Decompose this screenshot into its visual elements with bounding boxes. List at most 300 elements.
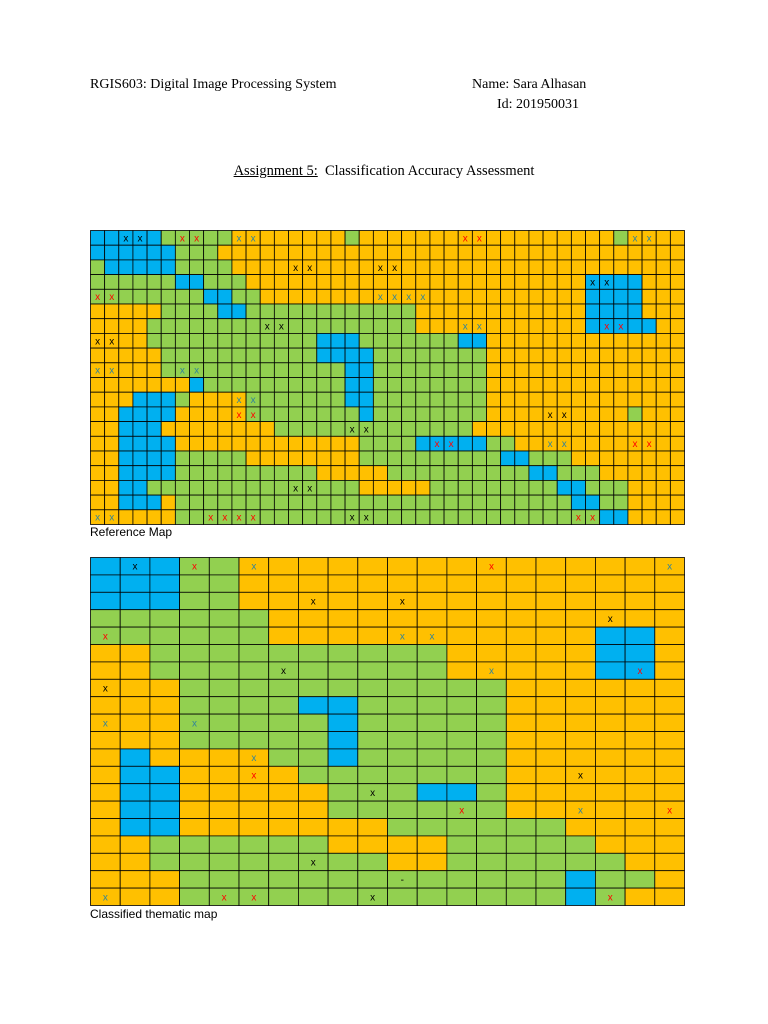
grid-cell bbox=[628, 289, 642, 304]
grid-cell bbox=[444, 451, 458, 466]
grid-cell bbox=[105, 392, 119, 407]
sample-point-mark: x bbox=[363, 512, 369, 524]
grid-cell bbox=[416, 392, 430, 407]
grid-cell bbox=[656, 333, 670, 348]
grid-cell bbox=[358, 645, 388, 662]
grid-cell bbox=[161, 304, 175, 319]
grid-cell bbox=[120, 592, 150, 609]
grid-cell bbox=[595, 836, 625, 853]
grid-cell bbox=[458, 363, 472, 378]
grid-cell bbox=[345, 260, 359, 275]
grid-cell bbox=[501, 333, 515, 348]
grid-cell bbox=[328, 836, 358, 853]
grid-cell bbox=[358, 749, 388, 766]
grid-cell bbox=[642, 422, 656, 437]
grid-cell bbox=[317, 451, 331, 466]
grid-cell bbox=[388, 749, 418, 766]
grid-cell bbox=[105, 348, 119, 363]
grid-cell bbox=[331, 451, 345, 466]
sample-point-mark: x bbox=[637, 666, 643, 678]
grid-cell bbox=[417, 714, 447, 731]
grid-cell bbox=[161, 289, 175, 304]
grid-cell bbox=[614, 304, 628, 319]
grid-cell bbox=[150, 836, 180, 853]
grid-cell bbox=[447, 836, 477, 853]
grid-cell bbox=[416, 333, 430, 348]
grid-cell bbox=[628, 275, 642, 290]
grid-cell bbox=[655, 819, 685, 836]
grid-cell bbox=[161, 348, 175, 363]
grid-cell bbox=[119, 510, 133, 525]
grid-cell bbox=[289, 407, 303, 422]
grid-cell bbox=[614, 466, 628, 481]
grid-cell bbox=[317, 392, 331, 407]
grid-cell bbox=[444, 260, 458, 275]
grid-cell bbox=[239, 575, 269, 592]
grid-cell bbox=[260, 289, 274, 304]
grid-cell bbox=[91, 407, 105, 422]
grid-cell bbox=[91, 819, 121, 836]
grid-cell bbox=[625, 784, 655, 801]
grid-cell bbox=[232, 422, 246, 437]
grid-cell bbox=[472, 451, 486, 466]
grid-cell bbox=[566, 714, 596, 731]
grid-cell bbox=[303, 436, 317, 451]
grid-cell bbox=[447, 749, 477, 766]
grid-cell bbox=[359, 363, 373, 378]
grid-cell bbox=[150, 732, 180, 749]
grid-cell bbox=[120, 662, 150, 679]
grid-cell bbox=[536, 801, 566, 818]
grid-cell bbox=[218, 260, 232, 275]
grid-cell bbox=[274, 466, 288, 481]
grid-cell bbox=[529, 348, 543, 363]
grid-cell bbox=[487, 275, 501, 290]
grid-cell bbox=[147, 378, 161, 393]
grid-cell bbox=[204, 275, 218, 290]
grid-cell bbox=[246, 495, 260, 510]
grid-cell bbox=[600, 378, 614, 393]
grid-cell bbox=[506, 836, 536, 853]
grid-cell bbox=[571, 392, 585, 407]
grid-cell bbox=[472, 289, 486, 304]
grid-cell bbox=[417, 679, 447, 696]
sample-point-mark: x bbox=[459, 805, 465, 817]
grid-cell bbox=[150, 592, 180, 609]
grid-cell bbox=[430, 275, 444, 290]
sample-point-mark: x bbox=[278, 321, 284, 333]
grid-cell bbox=[416, 436, 430, 451]
grid-cell bbox=[417, 801, 447, 818]
grid-cell bbox=[180, 575, 210, 592]
grid-cell bbox=[586, 466, 600, 481]
grid-cell bbox=[303, 289, 317, 304]
sample-point-mark: x bbox=[575, 512, 581, 524]
grid-cell bbox=[529, 333, 543, 348]
grid-cell bbox=[388, 480, 402, 495]
sample-point-mark: x bbox=[109, 365, 115, 377]
grid-cell bbox=[566, 871, 596, 888]
grid-cell bbox=[655, 853, 685, 870]
grid-cell bbox=[501, 348, 515, 363]
grid-cell bbox=[358, 558, 388, 575]
grid-cell bbox=[359, 480, 373, 495]
grid-cell bbox=[359, 378, 373, 393]
grid-cell bbox=[595, 766, 625, 783]
grid-cell bbox=[328, 732, 358, 749]
sample-point-mark: x bbox=[208, 512, 214, 524]
grid-cell bbox=[529, 304, 543, 319]
grid-cell bbox=[358, 714, 388, 731]
grid-cell bbox=[303, 275, 317, 290]
grid-cell bbox=[417, 766, 447, 783]
grid-cell bbox=[388, 510, 402, 525]
grid-cell bbox=[642, 275, 656, 290]
grid-cell bbox=[571, 304, 585, 319]
grid-cell bbox=[150, 697, 180, 714]
grid-cell bbox=[447, 888, 477, 905]
grid-cell bbox=[566, 627, 596, 644]
grid-cell bbox=[180, 697, 210, 714]
grid-cell bbox=[190, 422, 204, 437]
grid-cell bbox=[119, 451, 133, 466]
grid-cell bbox=[209, 749, 239, 766]
grid-cell bbox=[417, 853, 447, 870]
grid-cell bbox=[274, 304, 288, 319]
grid-cell bbox=[655, 714, 685, 731]
grid-cell bbox=[600, 245, 614, 260]
grid-cell bbox=[477, 732, 507, 749]
grid-cell bbox=[274, 407, 288, 422]
grid-cell bbox=[655, 766, 685, 783]
grid-cell bbox=[566, 645, 596, 662]
grid-cell bbox=[345, 466, 359, 481]
grid-cell bbox=[656, 245, 670, 260]
grid-cell bbox=[150, 853, 180, 870]
grid-cell bbox=[289, 495, 303, 510]
grid-cell bbox=[472, 480, 486, 495]
grid-cell bbox=[444, 231, 458, 246]
grid-cell bbox=[515, 275, 529, 290]
grid-cell bbox=[458, 348, 472, 363]
grid-cell bbox=[218, 245, 232, 260]
grid-cell bbox=[133, 407, 147, 422]
grid-cell bbox=[345, 245, 359, 260]
grid-cell bbox=[543, 289, 557, 304]
grid-cell bbox=[91, 801, 121, 818]
grid-cell bbox=[209, 732, 239, 749]
grid-cell bbox=[536, 645, 566, 662]
grid-cell bbox=[260, 392, 274, 407]
grid-cell bbox=[274, 348, 288, 363]
grid-cell bbox=[444, 363, 458, 378]
grid-cell bbox=[477, 836, 507, 853]
grid-cell bbox=[209, 871, 239, 888]
grid-cell bbox=[303, 304, 317, 319]
grid-cell bbox=[289, 231, 303, 246]
grid-cell bbox=[161, 495, 175, 510]
grid-cell bbox=[133, 510, 147, 525]
sample-point-mark: x bbox=[310, 596, 316, 608]
grid-cell bbox=[430, 348, 444, 363]
grid-cell bbox=[317, 260, 331, 275]
grid-cell bbox=[543, 466, 557, 481]
grid-cell bbox=[345, 480, 359, 495]
grid-cell bbox=[105, 407, 119, 422]
grid-cell bbox=[416, 304, 430, 319]
grid-cell bbox=[331, 422, 345, 437]
grid-cell bbox=[289, 363, 303, 378]
grid-cell bbox=[487, 436, 501, 451]
grid-cell bbox=[204, 378, 218, 393]
grid-cell bbox=[289, 245, 303, 260]
grid-cell bbox=[402, 245, 416, 260]
grid-cell bbox=[180, 836, 210, 853]
grid-cell bbox=[180, 749, 210, 766]
grid-cell bbox=[416, 275, 430, 290]
grid-cell bbox=[150, 819, 180, 836]
grid-cell bbox=[161, 407, 175, 422]
grid-cell bbox=[317, 466, 331, 481]
grid-cell bbox=[670, 392, 684, 407]
grid-cell bbox=[260, 231, 274, 246]
grid-cell bbox=[543, 231, 557, 246]
grid-cell bbox=[150, 749, 180, 766]
grid-cell bbox=[119, 333, 133, 348]
grid-cell bbox=[477, 749, 507, 766]
grid-cell bbox=[373, 422, 387, 437]
grid-cell bbox=[543, 333, 557, 348]
grid-cell bbox=[430, 378, 444, 393]
grid-cell bbox=[536, 732, 566, 749]
grid-cell bbox=[274, 480, 288, 495]
sample-point-mark: x bbox=[109, 512, 115, 524]
grid-cell bbox=[444, 510, 458, 525]
grid-cell bbox=[595, 853, 625, 870]
grid-cell bbox=[105, 466, 119, 481]
grid-cell bbox=[204, 333, 218, 348]
grid-cell bbox=[345, 495, 359, 510]
grid-cell bbox=[487, 333, 501, 348]
grid-cell bbox=[274, 275, 288, 290]
grid-cell bbox=[571, 348, 585, 363]
grid-cell bbox=[515, 392, 529, 407]
grid-cell bbox=[175, 275, 189, 290]
grid-cell bbox=[501, 466, 515, 481]
grid-cell bbox=[416, 378, 430, 393]
grid-cell bbox=[543, 451, 557, 466]
grid-cell bbox=[260, 260, 274, 275]
grid-cell bbox=[147, 466, 161, 481]
grid-cell bbox=[614, 495, 628, 510]
grid-cell bbox=[260, 275, 274, 290]
grid-cell bbox=[614, 451, 628, 466]
grid-cell bbox=[543, 245, 557, 260]
grid-cell bbox=[543, 495, 557, 510]
grid-cell bbox=[317, 436, 331, 451]
sample-point-mark: x bbox=[604, 321, 610, 333]
grid-cell bbox=[133, 363, 147, 378]
grid-cell bbox=[105, 260, 119, 275]
grid-cell bbox=[388, 245, 402, 260]
grid-cell bbox=[515, 466, 529, 481]
grid-cell bbox=[557, 231, 571, 246]
grid-cell bbox=[571, 407, 585, 422]
grid-cell bbox=[388, 732, 418, 749]
grid-cell bbox=[501, 245, 515, 260]
grid-cell bbox=[218, 333, 232, 348]
grid-cell bbox=[655, 592, 685, 609]
grid-cell bbox=[150, 627, 180, 644]
grid-cell bbox=[190, 407, 204, 422]
grid-cell bbox=[317, 363, 331, 378]
grid-cell bbox=[571, 231, 585, 246]
grid-cell bbox=[239, 819, 269, 836]
grid-cell bbox=[105, 422, 119, 437]
grid-cell bbox=[331, 392, 345, 407]
grid-cell bbox=[388, 662, 418, 679]
grid-cell bbox=[487, 451, 501, 466]
grid-cell bbox=[328, 871, 358, 888]
grid-cell bbox=[501, 392, 515, 407]
grid-cell bbox=[447, 558, 477, 575]
grid-cell bbox=[359, 436, 373, 451]
grid-cell bbox=[120, 853, 150, 870]
grid-cell bbox=[190, 348, 204, 363]
grid-cell bbox=[388, 766, 418, 783]
grid-cell bbox=[133, 392, 147, 407]
grid-cell bbox=[133, 436, 147, 451]
grid-cell bbox=[506, 784, 536, 801]
grid-cell bbox=[416, 451, 430, 466]
grid-cell bbox=[359, 319, 373, 334]
grid-cell bbox=[557, 466, 571, 481]
grid-cell bbox=[515, 436, 529, 451]
grid-cell bbox=[147, 480, 161, 495]
grid-cell bbox=[458, 407, 472, 422]
grid-cell bbox=[595, 784, 625, 801]
grid-cell bbox=[373, 231, 387, 246]
grid-cell bbox=[515, 480, 529, 495]
grid-cell bbox=[566, 749, 596, 766]
grid-cell bbox=[571, 480, 585, 495]
grid-cell bbox=[670, 333, 684, 348]
grid-cell bbox=[91, 392, 105, 407]
grid-cell bbox=[133, 333, 147, 348]
grid-cell bbox=[175, 260, 189, 275]
grid-cell bbox=[91, 749, 121, 766]
grid-cell bbox=[416, 363, 430, 378]
grid-cell bbox=[642, 245, 656, 260]
grid-cell bbox=[536, 662, 566, 679]
grid-cell bbox=[388, 819, 418, 836]
sample-point-mark: x bbox=[250, 233, 256, 245]
grid-cell bbox=[204, 348, 218, 363]
grid-cell bbox=[119, 436, 133, 451]
grid-cell bbox=[642, 260, 656, 275]
grid-cell bbox=[656, 407, 670, 422]
grid-cell bbox=[175, 451, 189, 466]
grid-cell bbox=[331, 407, 345, 422]
grid-cell bbox=[91, 871, 121, 888]
grid-cell bbox=[317, 231, 331, 246]
grid-cell bbox=[328, 662, 358, 679]
grid-cell bbox=[477, 714, 507, 731]
grid-cell bbox=[477, 592, 507, 609]
sample-point-mark: x bbox=[632, 439, 638, 451]
grid-cell bbox=[416, 260, 430, 275]
grid-cell bbox=[358, 819, 388, 836]
grid-cell bbox=[246, 480, 260, 495]
grid-cell bbox=[487, 407, 501, 422]
grid-cell bbox=[655, 732, 685, 749]
grid-cell bbox=[298, 801, 328, 818]
grid-cell bbox=[642, 319, 656, 334]
grid-cell bbox=[642, 392, 656, 407]
grid-cell bbox=[260, 422, 274, 437]
grid-cell bbox=[328, 819, 358, 836]
grid-cell bbox=[656, 495, 670, 510]
sample-point-mark: x bbox=[399, 596, 405, 608]
grid-cell bbox=[430, 333, 444, 348]
grid-cell bbox=[388, 558, 418, 575]
grid-cell bbox=[614, 436, 628, 451]
grid-cell bbox=[119, 260, 133, 275]
grid-cell bbox=[571, 260, 585, 275]
grid-cell bbox=[232, 289, 246, 304]
grid-cell bbox=[447, 697, 477, 714]
grid-cell bbox=[529, 392, 543, 407]
grid-cell bbox=[269, 871, 299, 888]
grid-cell bbox=[209, 645, 239, 662]
sample-point-mark: x bbox=[363, 424, 369, 436]
grid-cell bbox=[91, 592, 121, 609]
sample-point-mark: x bbox=[307, 262, 313, 274]
sample-point-mark: x bbox=[476, 233, 482, 245]
grid-cell bbox=[501, 407, 515, 422]
grid-cell bbox=[477, 888, 507, 905]
grid-cell bbox=[571, 333, 585, 348]
grid-cell bbox=[430, 289, 444, 304]
grid-cell bbox=[190, 466, 204, 481]
grid-cell bbox=[274, 422, 288, 437]
grid-cell bbox=[303, 348, 317, 363]
grid-cell bbox=[529, 451, 543, 466]
grid-cell bbox=[91, 766, 121, 783]
grid-cell bbox=[586, 422, 600, 437]
grid-cell bbox=[670, 495, 684, 510]
grid-cell bbox=[133, 348, 147, 363]
grid-cell bbox=[656, 260, 670, 275]
grid-cell bbox=[358, 732, 388, 749]
grid-cell bbox=[536, 558, 566, 575]
grid-cell bbox=[331, 333, 345, 348]
assignment-number: Assignment 5: bbox=[233, 163, 318, 179]
sample-point-mark: x bbox=[392, 262, 398, 274]
grid-cell bbox=[91, 610, 121, 627]
grid-cell bbox=[345, 333, 359, 348]
grid-cell bbox=[543, 275, 557, 290]
grid-cell bbox=[472, 304, 486, 319]
grid-cell bbox=[566, 558, 596, 575]
grid-cell bbox=[614, 407, 628, 422]
grid-cell bbox=[628, 392, 642, 407]
grid-cell bbox=[402, 466, 416, 481]
grid-cell bbox=[472, 363, 486, 378]
grid-cell bbox=[586, 495, 600, 510]
grid-cell bbox=[543, 260, 557, 275]
grid-cell bbox=[458, 378, 472, 393]
